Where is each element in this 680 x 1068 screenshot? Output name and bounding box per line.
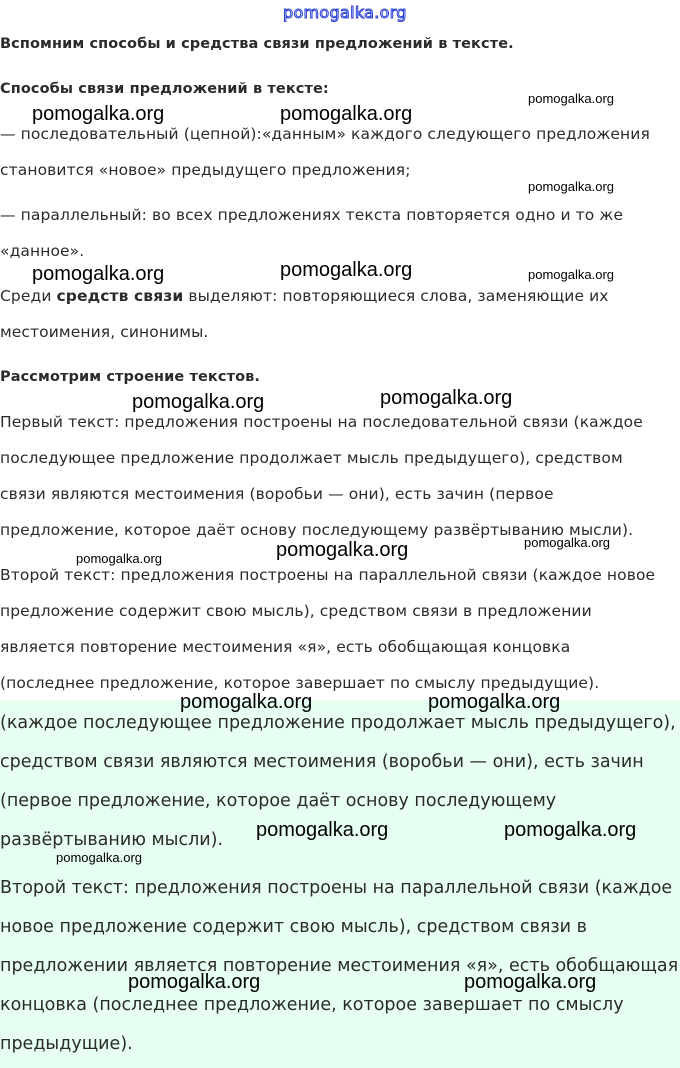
second-text-line: предложение содержит свою мысль), средством связи в предложении xyxy=(0,602,592,620)
answer-line: концовка (последнее предложение, которое завершает по смыслу xyxy=(0,995,624,1015)
watermark: pomogalka.org xyxy=(380,387,513,409)
means-suffix: выделяют: повторяющиеся слова, заменяющие их xyxy=(183,287,609,305)
answer-line: средством связи являются местоимения (воробьи — они), есть зачин xyxy=(0,752,644,772)
answer-line: предыдущие). xyxy=(0,1034,133,1054)
first-text-line: связи являются местоимения (воробьи — они), есть зачин (первое xyxy=(0,485,554,503)
watermark: pomogalka.org xyxy=(280,259,413,281)
means-line-1 xyxy=(0,286,609,306)
watermark: pomogalka.org xyxy=(56,850,142,865)
first-text-line: предложение, которое даёт основу последующему развёртыванию мысли). xyxy=(0,521,634,539)
answer-line: предложении является повторение местоимения «я», есть обобщающая xyxy=(0,956,679,976)
second-text-line: является повторение местоимения «я», есть обобщающая концовка xyxy=(0,638,571,656)
first-text-line: последующее предложение продолжает мысль предыдущего), средством xyxy=(0,449,623,467)
watermark: pomogalka.org xyxy=(32,263,165,285)
method-parallel-line-2: «данное». xyxy=(0,242,85,260)
method-parallel-line-1: — параллельный: во всех предложениях текста повторяется одно и то же xyxy=(0,206,624,224)
watermark: pomogalka.org xyxy=(428,691,561,713)
second-text-line: Второй текст: предложения построены на параллельной связи (каждое новое xyxy=(0,566,656,584)
intro-heading: Вспомним способы и средства связи предложений в тексте. xyxy=(0,36,514,52)
means-bold-term: средств связи xyxy=(56,287,184,305)
answer-line: новое предложение содержит свою мысль), средством связи в xyxy=(0,917,587,937)
method-sequential-line-2: становится «новое» предыдущего предложения; xyxy=(0,161,411,179)
means-prefix: Среди xyxy=(0,287,57,305)
answer-line: (каждое последующее предложение продолжает мысль предыдущего), xyxy=(0,713,676,733)
answer-line: (первое предложение, которое даёт основу последующему xyxy=(0,791,557,811)
first-text-line: Первый текст: предложения построены на последовательной связи (каждое xyxy=(0,413,643,431)
watermark-top: pomogalka.org xyxy=(283,3,407,22)
watermark: pomogalka.org xyxy=(528,267,614,282)
watermark: pomogalka.org xyxy=(524,535,610,550)
watermark: pomogalka.org xyxy=(276,539,409,561)
watermark: pomogalka.org xyxy=(128,971,261,993)
watermark: pomogalka.org xyxy=(76,551,162,566)
watermark: pomogalka.org xyxy=(256,819,389,841)
means-line-2: местоимения, синонимы. xyxy=(0,323,209,341)
watermark: pomogalka.org xyxy=(504,819,637,841)
structure-heading: Рассмотрим строение текстов. xyxy=(0,369,261,385)
watermark: pomogalka.org xyxy=(528,91,614,106)
watermark: pomogalka.org xyxy=(464,971,597,993)
methods-heading: Способы связи предложений в тексте: xyxy=(0,81,329,97)
method-sequential-line-1: — последовательный (цепной):«данным» каждого следующего предложения xyxy=(0,125,650,143)
answer-line: Второй текст: предложения построены на параллельной связи (каждое xyxy=(0,878,673,898)
second-text-line: (последнее предложение, которое завершает по смыслу предыдущие). xyxy=(0,674,600,692)
watermark: pomogalka.org xyxy=(32,103,165,125)
watermark: pomogalka.org xyxy=(280,103,413,125)
answer-line: развёртыванию мысли). xyxy=(0,830,224,850)
watermark: pomogalka.org xyxy=(528,179,614,194)
watermark: pomogalka.org xyxy=(132,391,265,413)
watermark: pomogalka.org xyxy=(180,691,313,713)
